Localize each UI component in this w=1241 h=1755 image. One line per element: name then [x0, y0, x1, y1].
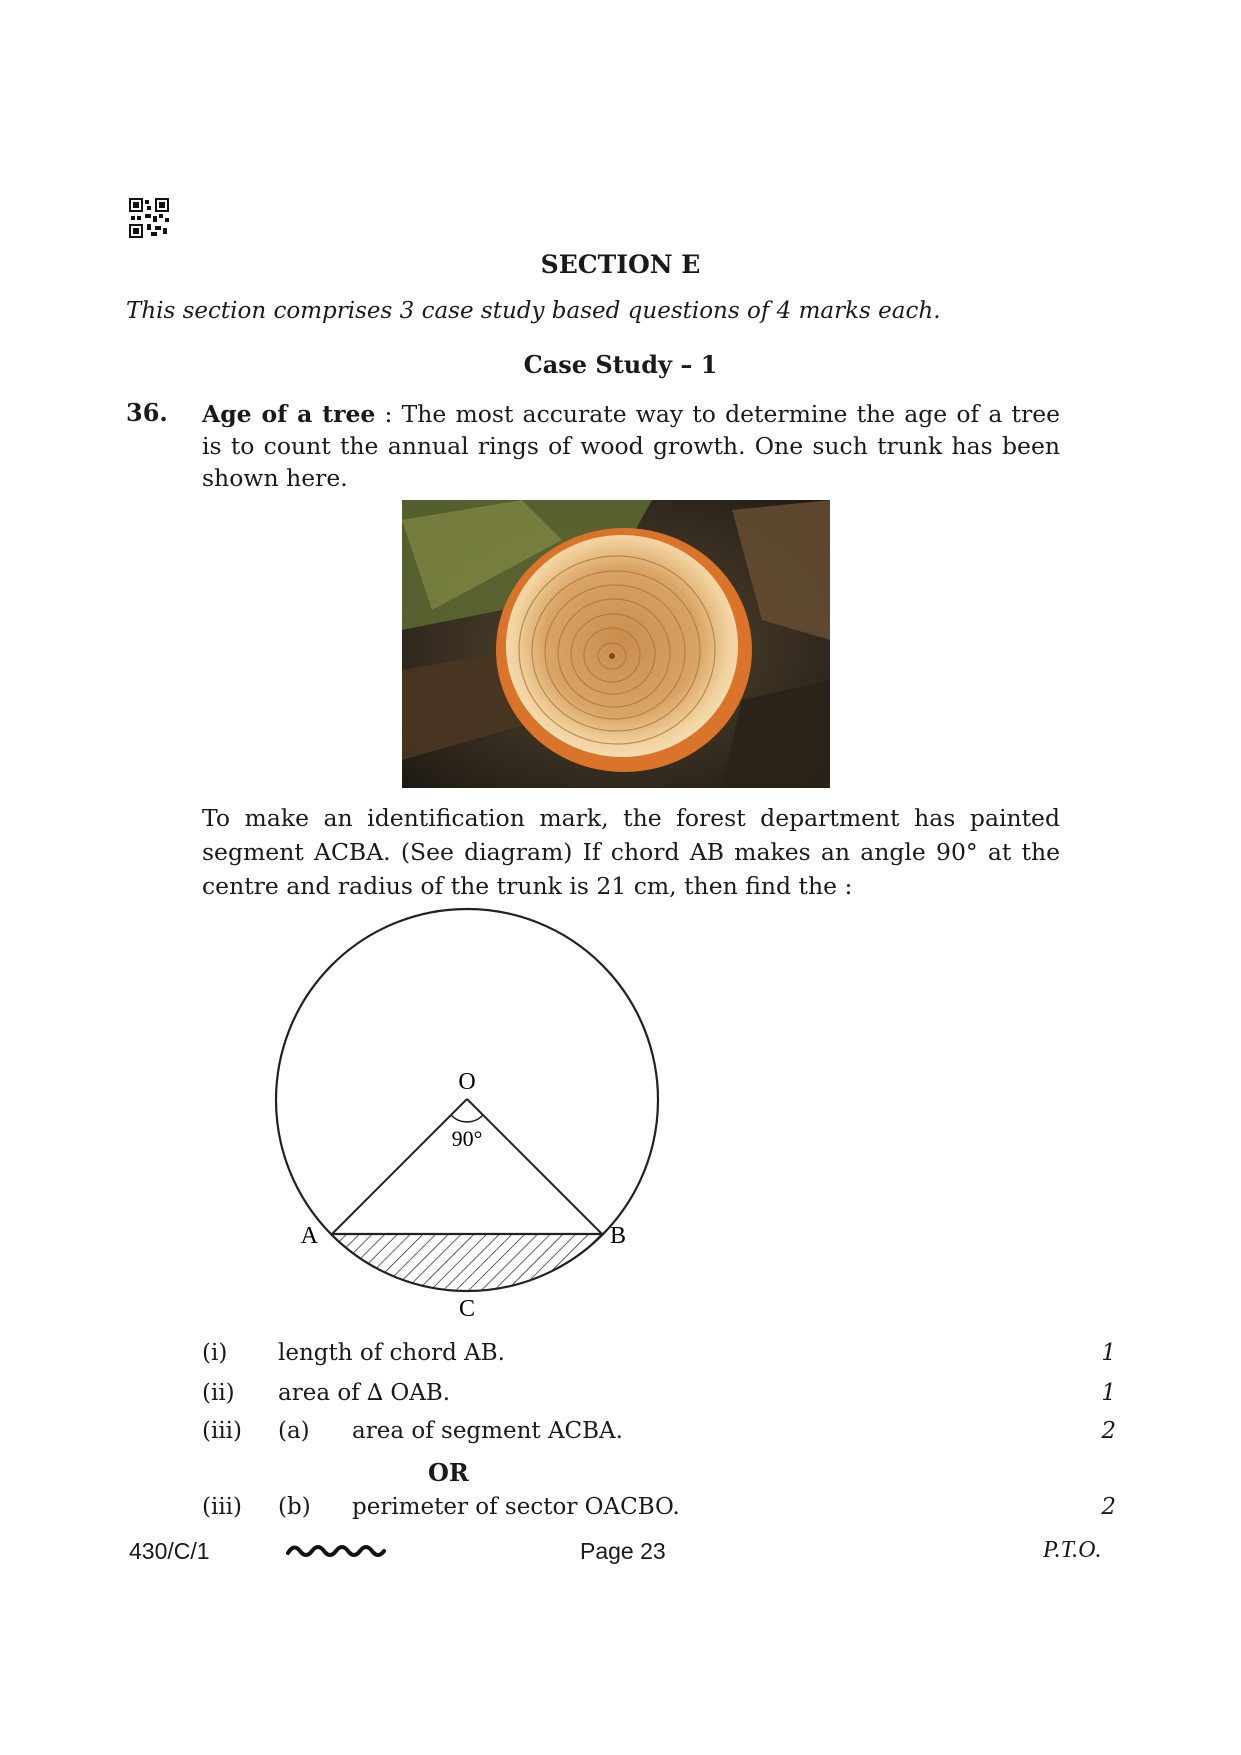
part-iii-b-marks: 2 — [1101, 1494, 1116, 1520]
part-iii-b-text: perimeter of sector OACBO. — [352, 1494, 680, 1520]
qr-code-icon — [129, 198, 169, 238]
label-angle: 90° — [451, 1126, 483, 1151]
or-label: OR — [428, 1458, 469, 1487]
radius-ob — [467, 1099, 602, 1234]
part-iii-b-number: (iii) — [202, 1494, 243, 1520]
part-ii-number: (ii) — [202, 1380, 235, 1406]
label-b: B — [610, 1223, 627, 1249]
section-note: This section comprises 3 case study based questions of 4 marks each. — [126, 298, 941, 324]
question-description: To make an identification mark, the forest department has painted segment ACBA. (See diagram) If chord AB makes an angle 90° at the centre and radius of the trunk is 21 cm, then find the : — [202, 804, 1060, 900]
part-iii-b-sub: (b) — [278, 1494, 311, 1520]
part-ii-text: area of ∆ OAB. — [278, 1380, 451, 1406]
section-title: SECTION E — [540, 250, 701, 279]
label-a: A — [300, 1223, 318, 1249]
part-iii-a-number: (iii) — [202, 1418, 243, 1444]
paper-code: 430/C/1 — [129, 1538, 210, 1564]
angle-arc — [451, 1115, 483, 1122]
part-i-number: (i) — [202, 1340, 228, 1366]
pto-label: P.T.O. — [1043, 1537, 1102, 1563]
circle-segment-diagram — [270, 903, 670, 1323]
page-number: Page 23 — [580, 1538, 666, 1564]
part-iii-a-text: area of segment ACBA. — [352, 1418, 623, 1444]
label-c: C — [458, 1296, 476, 1322]
part-iii-a-sub: (a) — [278, 1418, 310, 1444]
question-intro — [202, 398, 1060, 494]
case-study-title: Case Study – 1 — [523, 350, 718, 379]
wave-ornament-icon — [286, 1541, 390, 1561]
part-i-marks: 1 — [1101, 1340, 1116, 1366]
tree-trunk-photo — [402, 500, 830, 788]
part-ii-marks: 1 — [1101, 1380, 1116, 1406]
label-o: O — [458, 1069, 476, 1095]
question-number: 36. — [126, 398, 168, 427]
question-heading: Age of a tree — [202, 400, 376, 428]
radius-oa — [332, 1099, 467, 1234]
part-iii-a-marks: 2 — [1101, 1418, 1116, 1444]
question-intro-text: : The most accurate way to determine the age of a tree is to count the annual rings of wood growth. One such trunk has been shown here. — [202, 400, 1061, 492]
part-i-text: length of chord AB. — [278, 1340, 505, 1366]
